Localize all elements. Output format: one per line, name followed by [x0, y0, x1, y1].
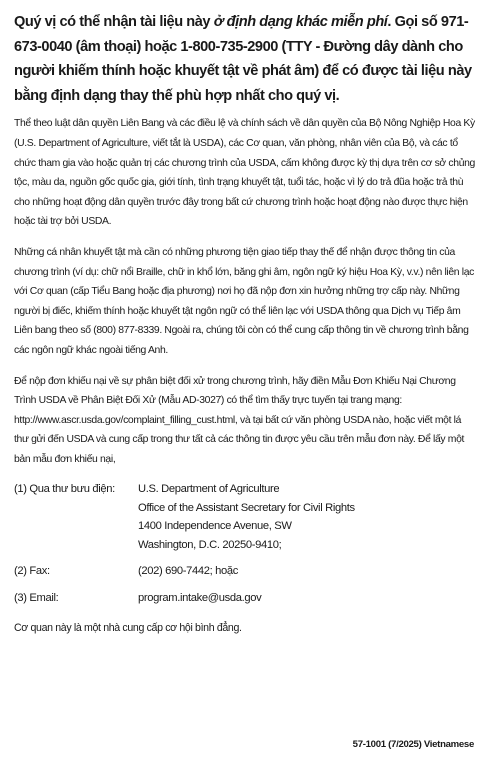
address-line: 1400 Independence Avenue, SW — [138, 520, 292, 533]
civil-rights-paragraph: Thể theo luật dân quyền Liên Bang và các điều lệ và chính sách về dân quyền của Bộ Nông Nghiệp Hoa Kỳ (U.S. Department of Agriculture, viết tắt là USDA), các Cơ quan, văn phòng, nhân viên của Bộ, và các tổ chức tham gia vào hoặc quản trị các chương trình của USDA, cấm không được kỳ thị dựa trên cơ sở chủng tộc, màu da, nguồn gốc quốc gia, giới tính, tình trạng khuyết tật, tuổi tác, hoặc vì lý do trả đũa hoặc trả thù cho những hoạt động dân quyền trước đây trong bất cứ chương trình hoặc hoạt động nào được thực hiện hoặc tài trợ bởi USDA. — [14, 118, 475, 228]
fax-contact — [14, 562, 476, 580]
headline-part-3: . Gọi số 971-673-0040 (âm thoại) hoặc 1-800-735-2900 (TTY - Đường dây dành cho người khiếm thính hoặc khuyết tật về phát âm) để có được tài liệu này bằng định dạng thay thế phù hợp nhất cho quý vị. — [14, 14, 472, 104]
headline-part-1: Quý vị có thể nhận tài liệu này — [14, 14, 214, 30]
mail-address — [138, 480, 476, 554]
fax-number: (202) 690-7442; hoặc — [138, 565, 238, 578]
headline-free-format: ở định dạng khác miễn phí — [213, 14, 388, 30]
form-number: 57-1001 (7/2025) Vietnamese — [352, 739, 474, 750]
equal-opportunity-statement: Cơ quan này là một nhà cung cấp cơ hội bình đẳng. — [14, 621, 242, 634]
contact-methods — [14, 480, 476, 606]
fax-label: (2) Fax: — [14, 565, 50, 578]
document-page — [14, 10, 476, 648]
accessibility-paragraph: Những cá nhân khuyết tật mà cần có những phương tiện giao tiếp thay thế để nhận được thông tin của chương trình (ví dụ: chữ nổi Braille, chữ in khổ lớn, băng ghi âm, ngôn ngữ ký hiệu Hoa Kỳ, v.v.) nên liên lạc với Cơ quan (cấp Tiểu Bang hoặc địa phương) nơi họ đã nộp đơn xin hưởng những trợ cấp này. Những người bị điếc, khiếm thính hoặc khuyết tật ngôn ngữ có thể liên lạc với USDA thông qua Dịch vụ Tiếp âm Liên bang theo số (800) 877-8339. Ngoài ra, chúng tôi còn có thể cung cấp thông tin về chương trình bằng các ngôn ngữ khác ngoài tiếng Anh. — [14, 246, 475, 356]
headline — [14, 10, 476, 108]
address-line: U.S. Department of Agriculture — [138, 483, 280, 496]
mail-contact — [14, 480, 476, 554]
address-line: Office of the Assistant Secretary for Civil Rights — [138, 501, 355, 514]
mail-label: (1) Qua thư bưu điện: — [14, 483, 115, 496]
address-line: Washington, D.C. 20250-9410; — [138, 538, 282, 551]
complaint-paragraph: Để nộp đơn khiếu nại về sự phân biệt đối xử trong chương trình, hãy điền Mẫu Đơn Khiếu Nại Chương Trình USDA về Phân Biệt Đối Xử (Mẫu AD-3027) có thể tìm thấy trực tuyến tại trang mạng: http://www.ascr.usda.gov/complaint_filling_cust.html, và tại bất cứ văn phòng USDA nào, hoặc viết một lá thư gửi đến USDA và cung cấp trong thư tất cả các thông tin được yêu cầu trên mẫu đơn này. Để lấy một bản mẫu đơn khiếu nại, — [14, 375, 465, 465]
email-address[interactable]: program.intake@usda.gov — [138, 591, 262, 604]
email-contact — [14, 589, 476, 607]
email-label: (3) Email: — [14, 591, 59, 604]
